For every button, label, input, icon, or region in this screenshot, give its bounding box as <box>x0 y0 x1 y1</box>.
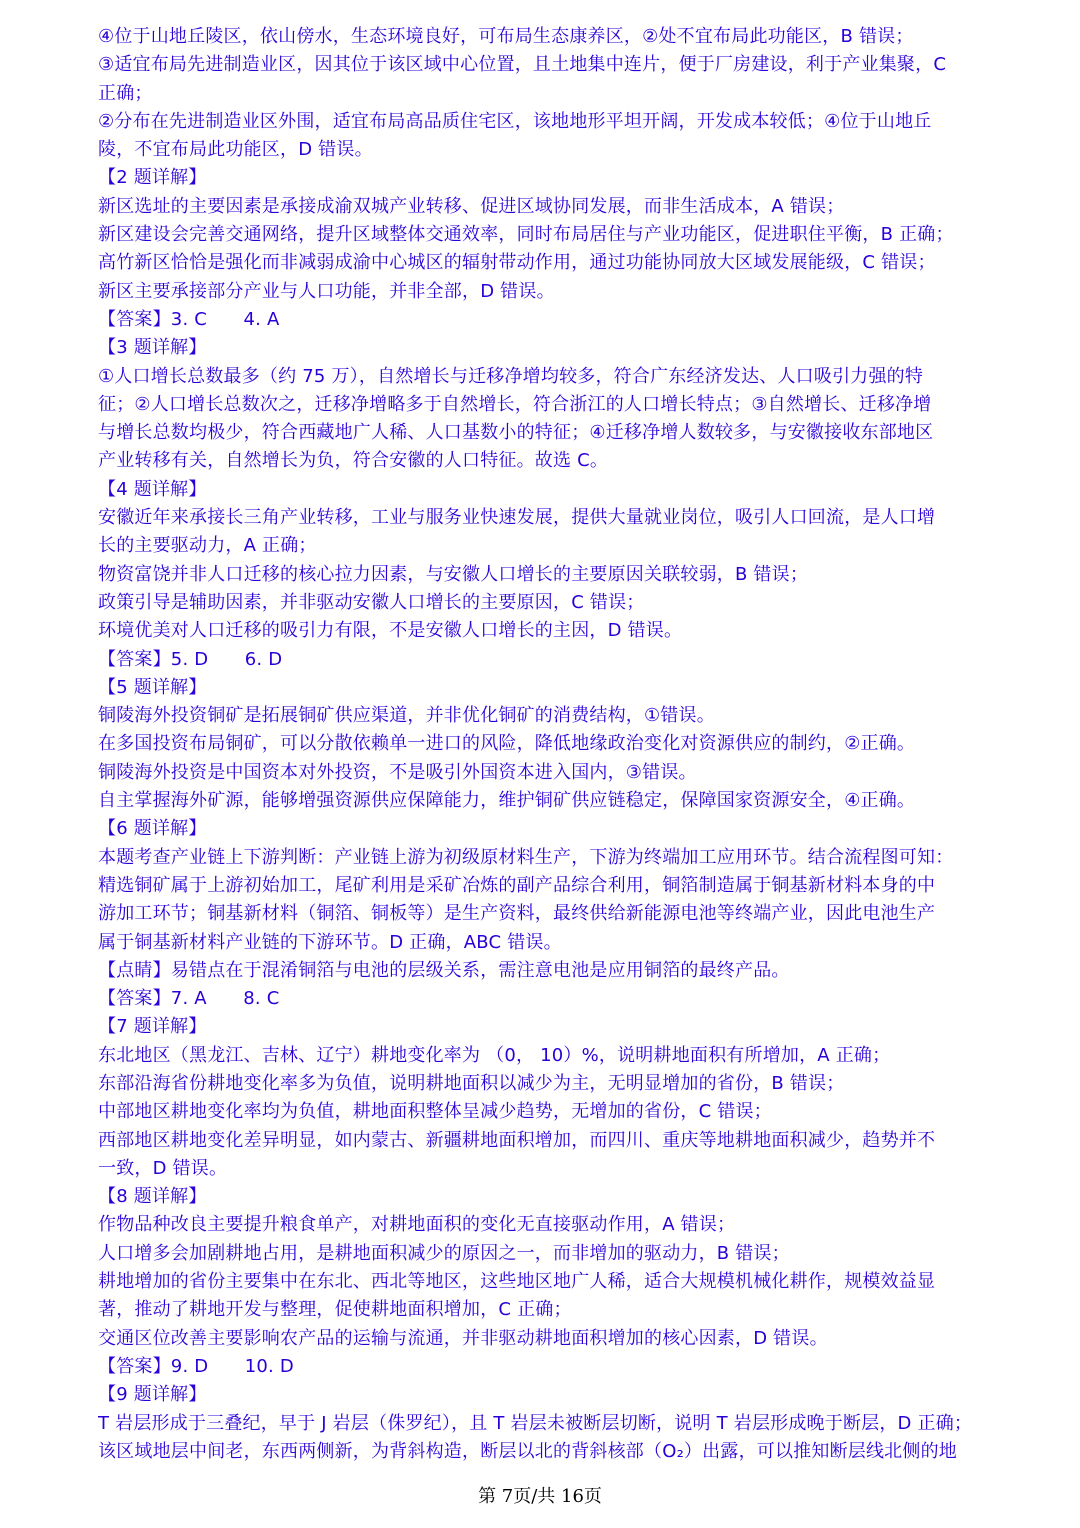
text-line: 与增长总数均极少，符合西藏地广人稀、人口基数小的特征；④迁移净增人数较多，与安徽接收东部地区 <box>98 422 934 444</box>
text-line: 长的主要驱动力，A 正确； <box>98 535 317 557</box>
text-line: 新区主要承接部分产业与人口功能，并非全部，D 错误。 <box>98 280 555 302</box>
text-line: ③适宜布局先进制造业区，因其位于该区域中心位置，且土地集中连片，便于厂房建设，利于产业集聚，C <box>98 54 947 76</box>
text-line: 【3 题详解】 <box>98 337 207 359</box>
text-line: 交通区位改善主要影响农产品的运输与流通，并非驱动耕地面积增加的核心因素，D 错误。 <box>98 1327 828 1349</box>
text-line: 属于铜基新材料产业链的下游环节。D 正确，ABC 错误。 <box>98 931 562 953</box>
text-line: 【答案】7. A 8. C <box>98 988 280 1010</box>
text-line: 【答案】9. D 10. D <box>98 1355 294 1377</box>
text-line: 著，推动了耕地开发与整理，促使耕地面积增加，C 正确； <box>98 1299 572 1321</box>
text-line: T 岩层形成于三叠纪，早于 J 岩层（侏罗纪），且 T 岩层未被断层切断，说明 T 岩层形成晚于断层，D 正确； <box>98 1412 973 1434</box>
answer-explanation-text <box>98 23 988 1466</box>
text-line: ②分布在先进制造业区外围，适宜布局高品质住宅区，该地地形平坦开阔，开发成本较低；④位于山地丘 <box>98 110 932 132</box>
text-line: 铜陵海外投资是中国资本对外投资，不是吸引外国资本进入国内，③错误。 <box>98 761 697 783</box>
text-line: 游加工环节；铜基新材料（铜箔、铜板等）是生产资料，最终供给新能源电池等终端产业，因此电池生产 <box>98 903 936 925</box>
text-line: 【点睛】易错点在于混淆铜箔与电池的层级关系，需注意电池是应用铜箔的最终产品。 <box>98 959 790 981</box>
text-line: 人口增多会加剧耕地占用，是耕地面积减少的原因之一，而非增加的驱动力，B 错误； <box>98 1242 790 1264</box>
text-line: ④位于山地丘陵区，依山傍水，生态环境良好，可布局生态康养区，②处不宜布局此功能区，B 错误； <box>98 26 914 47</box>
text-line: 本题考查产业链上下游判断：产业链上游为初级原材料生产，下游为终端加工应用环节。结合流程图可知： <box>98 846 954 868</box>
text-line: 【9 题详解】 <box>98 1384 207 1406</box>
text-line: 铜陵海外投资铜矿是拓展铜矿供应渠道，并非优化铜矿的消费结构，①错误。 <box>98 705 715 727</box>
text-line: 产业转移有关，自然增长为负，符合安徽的人口特征。故选 C。 <box>98 450 609 472</box>
text-line: 新区选址的主要因素是承接成渝双城产业转移、促进区域协同发展，而非生活成本，A 错误； <box>98 195 845 217</box>
text-line: 政策引导是辅助因素，并非驱动安徽人口增长的主要原因，C 错误； <box>98 591 645 613</box>
text-line: 环境优美对人口迁移的吸引力有限，不是安徽人口增长的主因，D 错误。 <box>98 620 683 642</box>
text-line: 中部地区耕地变化率均为负值，耕地面积整体呈减少趋势，无增加的省份，C 错误； <box>98 1101 772 1123</box>
text-line: 高竹新区恰恰是强化而非减弱成渝中心城区的辐射带动作用，通过功能协同放大区域发展能级，C 错误； <box>98 252 936 274</box>
text-line: 征；②人口增长总数次之，迁移净增略多于自然增长，符合浙江的人口增长特点；③自然增长、迁移净增 <box>98 393 932 415</box>
text-line: 【8 题详解】 <box>98 1186 207 1208</box>
text-line: 物资富饶并非人口迁移的核心拉力因素，与安徽人口增长的主要原因关联较弱，B 错误； <box>98 563 809 585</box>
text-line: 东部沿海省份耕地变化率多为负值，说明耕地面积以减少为主，无明显增加的省份，B 错误； <box>98 1072 845 1094</box>
text-line: 自主掌握海外矿源，能够增强资源供应保障能力，维护铜矿供应链稳定，保障国家资源安全，④正确。 <box>98 790 916 812</box>
text-line: 陵，不宜布局此功能区，D 错误。 <box>98 139 373 161</box>
text-line: 一致，D 错误。 <box>98 1157 228 1179</box>
page-number-footer: 第 7页/共 16页 <box>478 1486 602 1507</box>
text-line: 【7 题详解】 <box>98 1016 207 1038</box>
text-line: 【5 题详解】 <box>98 676 207 698</box>
text-line: 精选铜矿属于上游初始加工，尾矿利用是采矿冶炼的副产品综合利用，铜箔制造属于铜基新材料本身的中 <box>98 874 936 896</box>
text-line: 【2 题详解】 <box>98 167 207 189</box>
text-line: 【答案】3. C 4. A <box>98 308 280 330</box>
text-line: 该区域地层中间老，东西两侧新，为背斜构造，断层以北的背斜核部（O₂）出露，可以推知断层线北侧的地 <box>98 1440 957 1462</box>
text-line: 新区建设会完善交通网络，提升区域整体交通效率，同时布局居住与产业功能区，促进职住平衡，B 正确； <box>98 224 954 246</box>
text-line: 正确； <box>98 82 153 104</box>
text-line: ①人口增长总数最多（约 75 万），自然增长与迁移净增均较多，符合广东经济发达、人口吸引力强的特 <box>98 365 924 387</box>
text-line: 【6 题详解】 <box>98 818 207 840</box>
text-line: 【4 题详解】 <box>98 478 207 500</box>
text-line: 西部地区耕地变化差异明显，如内蒙古、新疆耕地面积增加，而四川、重庆等地耕地面积减少，趋势并不 <box>98 1129 936 1151</box>
text-line: 在多国投资布局铜矿，可以分散依赖单一进口的风险，降低地缘政治变化对资源供应的制约，②正确。 <box>98 733 916 755</box>
text-line: 作物品种改良主要提升粮食单产，对耕地面积的变化无直接驱动作用，A 错误； <box>98 1214 736 1236</box>
text-line: 耕地增加的省份主要集中在东北、西北等地区，这些地区地广人稀，适合大规模机械化耕作，规模效益显 <box>98 1271 936 1293</box>
text-line: 【答案】5. D 6. D <box>98 648 283 670</box>
text-line: 安徽近年来承接长三角产业转移，工业与服务业快速发展，提供大量就业岗位，吸引人口回流，是人口增 <box>98 507 936 529</box>
text-line: 东北地区（黑龙江、吉林、辽宁）耕地变化率为 （0， 10）%，说明耕地面积有所增加，A 正确； <box>98 1044 891 1066</box>
